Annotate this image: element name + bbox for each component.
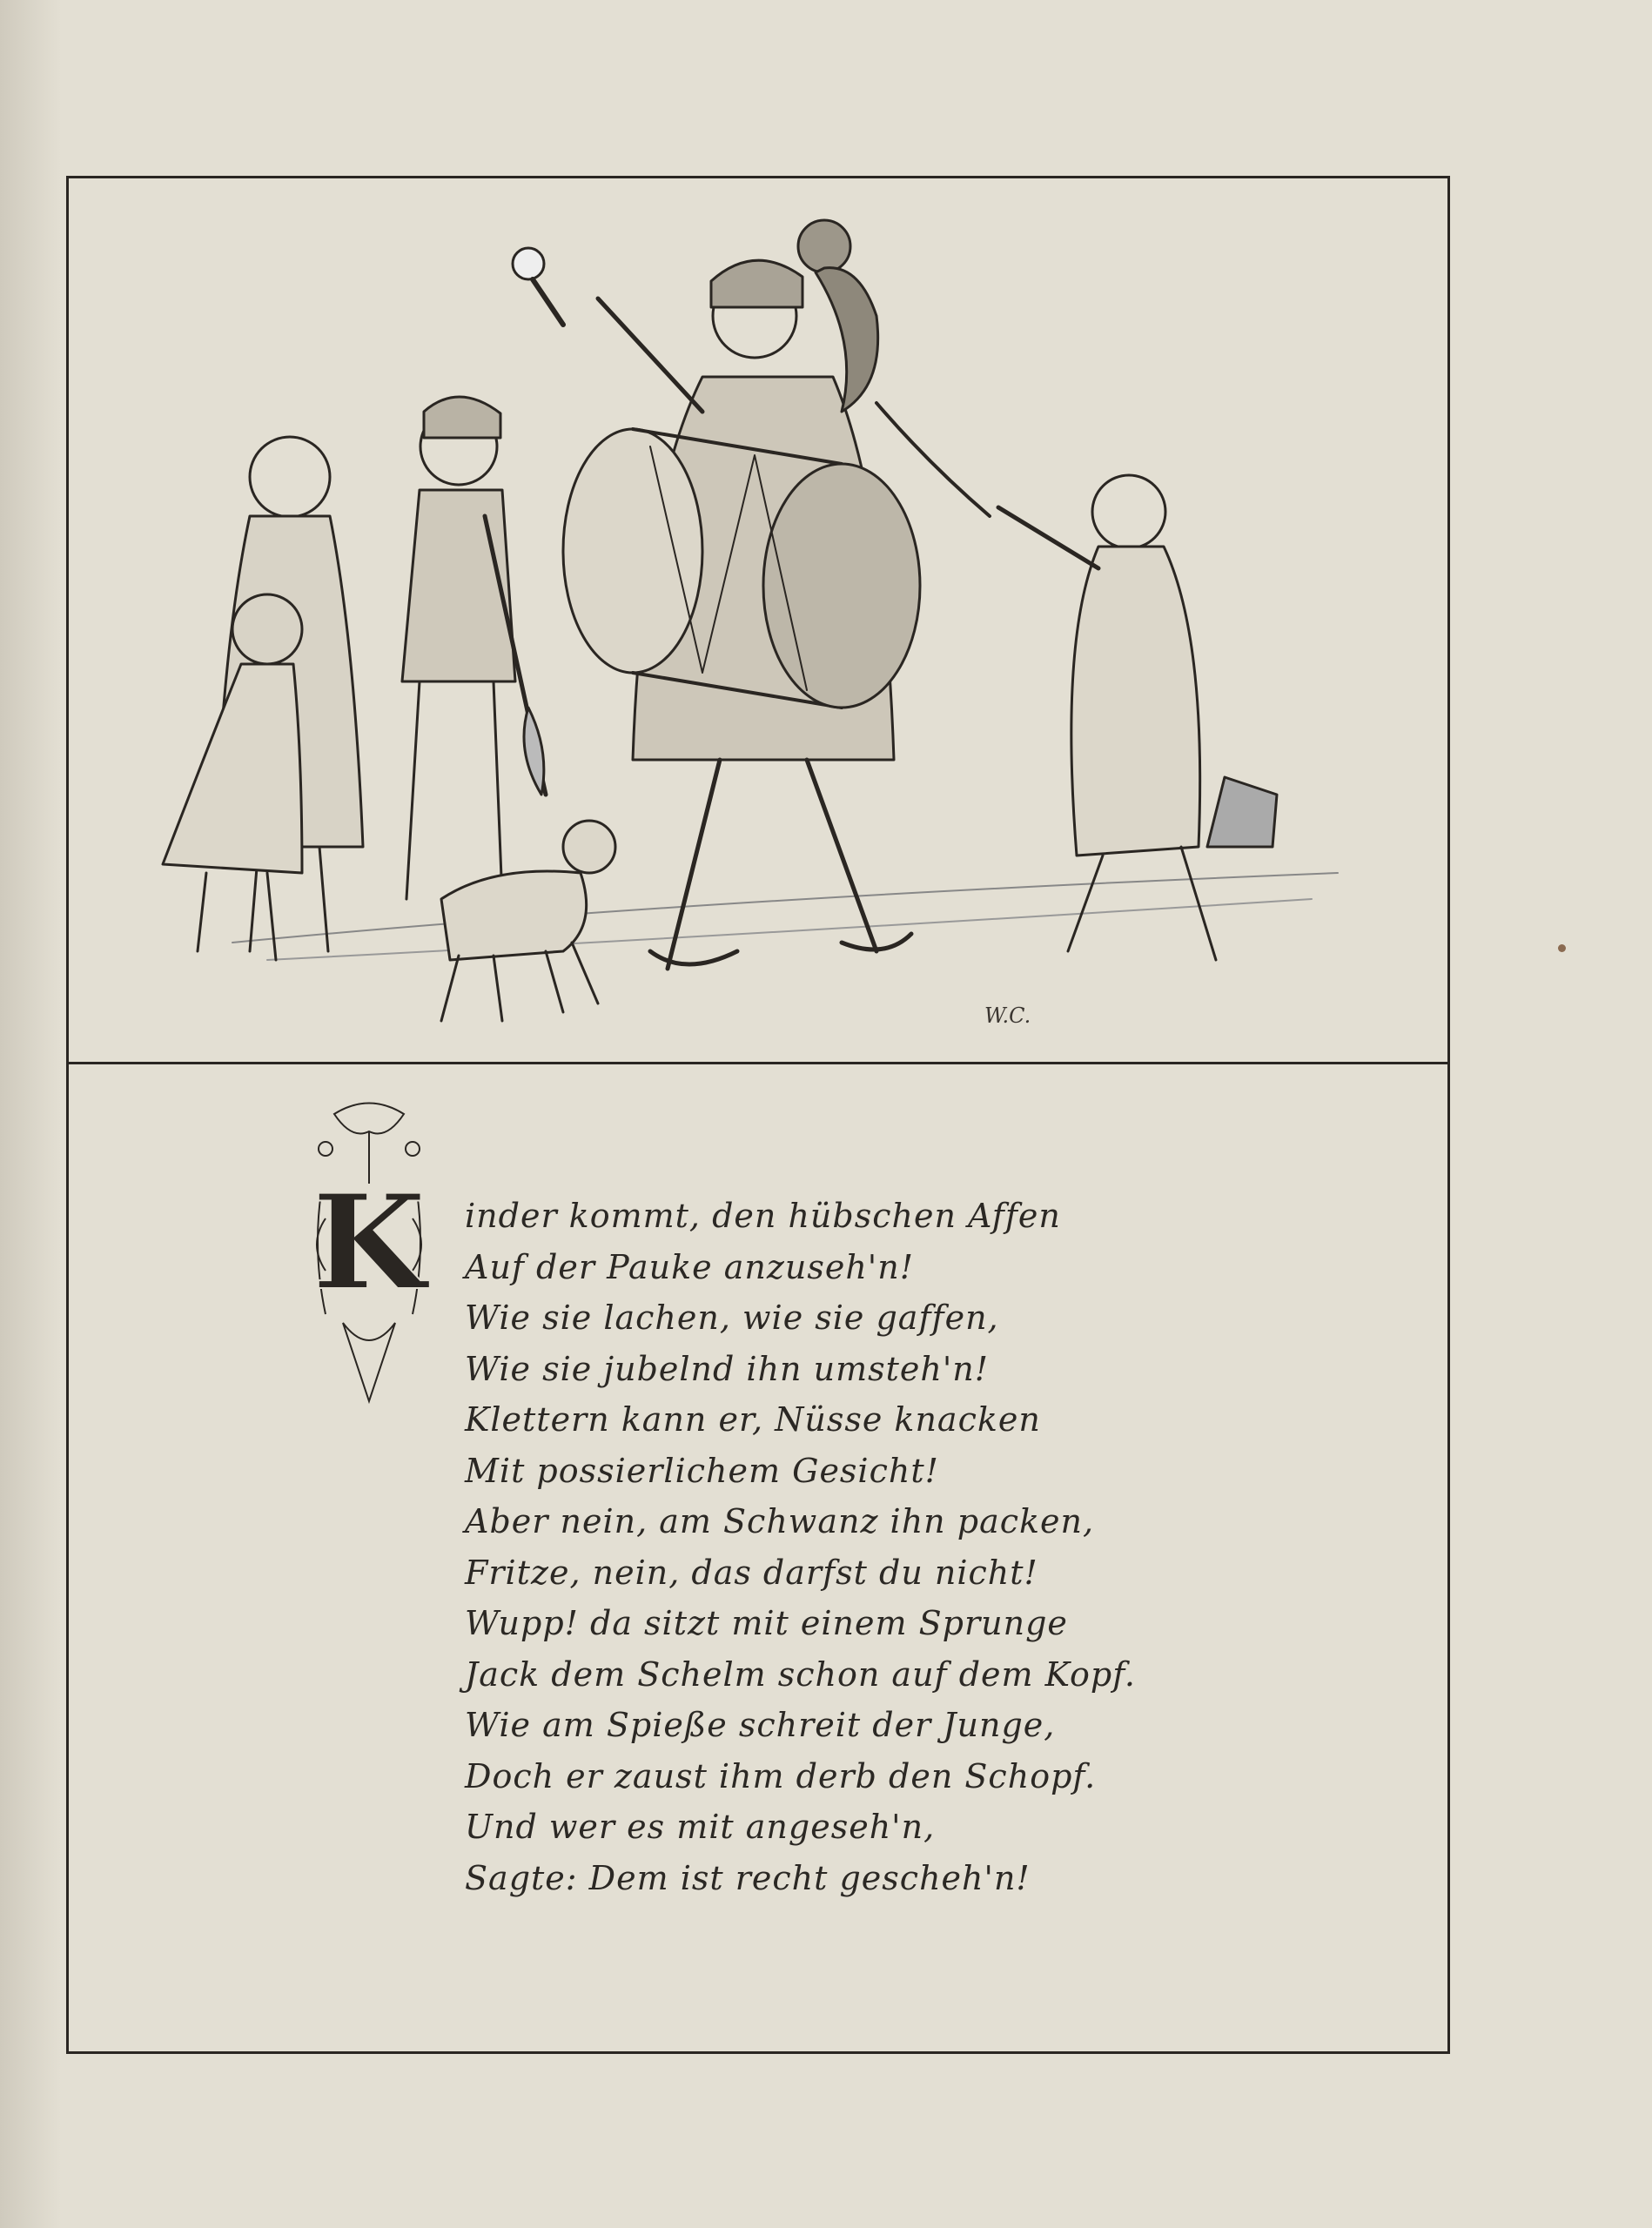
- poem-line: Und wer es mit angeseh'n,: [465, 1808, 936, 1846]
- dog-figure: [441, 821, 615, 1021]
- poem-line: Doch er zaust ihm derb den Schopf.: [465, 1756, 1097, 1795]
- poem-line: Aber nein, am Schwanz ihn packen,: [465, 1502, 1095, 1540]
- drummer-illustration: [76, 185, 1440, 1056]
- poem-line: Wie am Spieße schreit der Junge,: [465, 1706, 1056, 1744]
- initial-ornament: [308, 1097, 430, 1410]
- poem-line: Jack dem Schelm schon auf dem Kopf.: [465, 1654, 1136, 1694]
- artist-signature: W.C.: [984, 1003, 1031, 1028]
- boy-umbrella-figure: [402, 397, 546, 899]
- poem-line: Mit possierlichem Gesicht!: [465, 1451, 939, 1490]
- poem-line: Wie sie lachen, wie sie gaffen,: [465, 1299, 999, 1337]
- poem-line: Fritze, nein, das darfst du nicht!: [465, 1553, 1038, 1592]
- initial-letter: K: [312, 1166, 426, 1319]
- frame-divider: [69, 1062, 1447, 1064]
- poem-line: Wupp! da sitzt mit einem Sprunge: [465, 1604, 1068, 1642]
- poem-line: inder kommt, den hübschen Affen: [465, 1197, 1061, 1235]
- paper-blemish: [1558, 944, 1566, 952]
- page-frame: [66, 176, 1450, 2054]
- poem-line: Sagte: Dem ist recht gescheh'n!: [465, 1858, 1031, 1897]
- poem-line: Auf der Pauke anzuseh'n!: [465, 1247, 914, 1286]
- poem-block: [308, 1097, 1179, 2010]
- poem-line: Wie sie jubelnd ihn umsteh'n!: [465, 1349, 990, 1388]
- ornamental-initial: [308, 1097, 430, 1410]
- illustration-drawing: [76, 185, 1440, 1056]
- poem-lines: [465, 1191, 1136, 1903]
- boy-pulling-tail-figure: [998, 475, 1277, 960]
- poem-line: Klettern kann er, Nüsse knacken: [465, 1400, 1041, 1439]
- page-edge-shadow: [0, 0, 61, 2228]
